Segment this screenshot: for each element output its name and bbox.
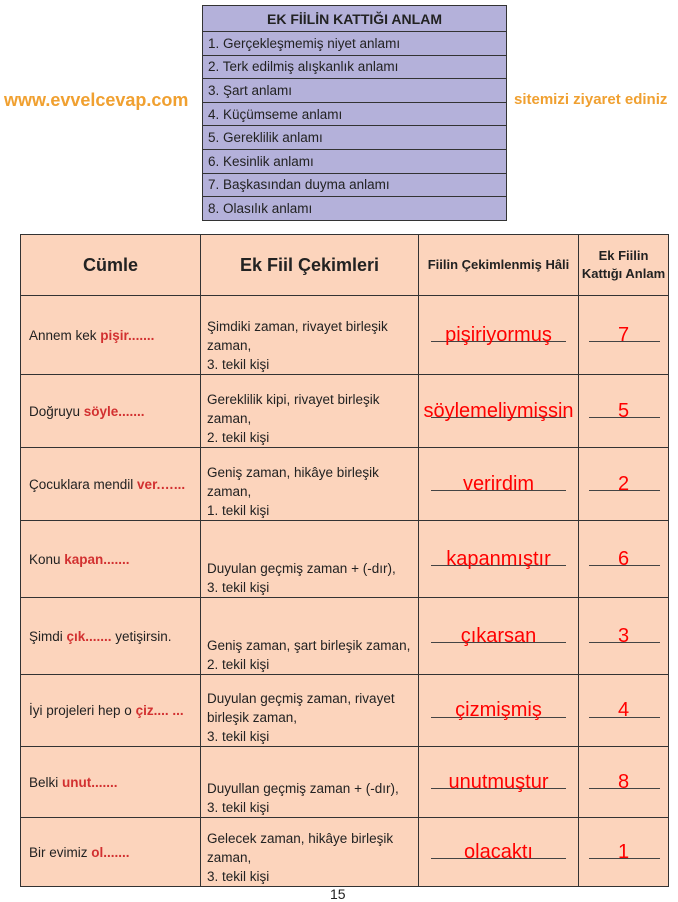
conjugation-line: Geniş zaman, hikâye birleşik — [207, 465, 379, 480]
watermark-sub: sitemizi ziyaret ediniz — [514, 91, 668, 108]
table-row — [21, 521, 669, 598]
conjugation-line: 3. tekil kişi — [207, 869, 270, 884]
answer-field[interactable] — [419, 598, 579, 675]
sentence-cell — [21, 296, 201, 375]
conjugation-line: 2. tekil kişi — [207, 657, 270, 672]
watermark-main: www.evvelcevap.com — [4, 90, 189, 110]
conjugation-cell — [201, 747, 419, 818]
answer-text: çıkarsan — [460, 624, 537, 647]
table-row — [21, 675, 669, 747]
sentence-text: Belki — [29, 774, 63, 790]
page-number: 15 — [330, 886, 346, 902]
legend-item: 3. Şart anlamı — [203, 79, 507, 103]
conjugation-line: zaman, — [207, 338, 252, 353]
meaning-field[interactable] — [579, 521, 669, 598]
sentence-text: İyi projeleri hep o — [29, 703, 136, 718]
answer-text: söylemeliymişsin — [423, 399, 574, 422]
conjugation-line: 3. tekil kişi — [207, 800, 270, 815]
answer-field[interactable] — [419, 448, 579, 521]
answer-text: kapanmıştır — [446, 547, 551, 570]
conjugation-cell — [201, 375, 419, 448]
sentence-text: Bir evimiz — [29, 844, 92, 860]
sentence-cell — [21, 375, 201, 448]
sentence-cell — [21, 598, 201, 675]
answer-text: olacaktı — [464, 840, 533, 863]
table-row — [21, 296, 669, 375]
sentence-verb: çiz.... ... — [135, 703, 184, 718]
conjugation-line: Gelecek zaman, hikâye birleşik — [207, 831, 394, 846]
sentence-text: Doğruyu — [29, 403, 84, 419]
answer-field[interactable] — [419, 375, 579, 448]
header-meaning: Ek Fiilin Kattığı Anlam — [579, 235, 669, 296]
meaning-field[interactable] — [579, 448, 669, 521]
conjugation-line: 3. tekil kişi — [207, 729, 270, 744]
table-row — [21, 448, 669, 521]
legend-item: 8. Olasılık anlamı — [203, 197, 507, 221]
conjugation-line: Duyulan geçmiş zaman + (-dır), — [207, 561, 396, 576]
sentence-cell — [21, 448, 201, 521]
conjugation-line: Şimdiki zaman, rivayet birleşik — [207, 319, 388, 334]
table-row — [21, 818, 669, 887]
meaning-number: 7 — [617, 323, 630, 346]
answer-field[interactable] — [419, 521, 579, 598]
sentence-verb: söyle....... — [83, 403, 145, 419]
sentence-verb: pişir....... — [100, 327, 155, 343]
sentence-cell — [21, 675, 201, 747]
sentence-verb: ol....... — [91, 844, 130, 860]
conjugation-line: Geniş zaman, şart birleşik zaman, — [207, 638, 411, 653]
sentence-cell — [21, 521, 201, 598]
exercise-table — [20, 234, 669, 887]
meaning-field[interactable] — [579, 598, 669, 675]
meaning-field[interactable] — [579, 296, 669, 375]
legend-title: EK FİİLİN KATTIĞI ANLAM — [203, 6, 507, 32]
meaning-number: 5 — [617, 399, 630, 422]
conjugation-line: 3. tekil kişi — [207, 580, 270, 595]
conjugation-line: 1. tekil kişi — [207, 503, 270, 518]
meaning-field[interactable] — [579, 818, 669, 887]
conjugation-line: Duyulan geçmiş zaman, rivayet — [207, 691, 395, 706]
conjugation-cell — [201, 675, 419, 747]
conjugation-line: birleşik zaman, — [207, 710, 298, 725]
header-conjugated-form: Fiilin Çekimlenmiş Hâli — [419, 235, 579, 296]
answer-text: pişiriyormuş — [445, 323, 552, 346]
sentence-cell — [21, 747, 201, 818]
conjugation-line: Duyullan geçmiş zaman + (-dır), — [207, 781, 399, 796]
answer-field[interactable] — [419, 747, 579, 818]
meaning-field[interactable] — [579, 675, 669, 747]
answer-field[interactable] — [419, 296, 579, 375]
meaning-field[interactable] — [579, 375, 669, 448]
sentence-verb: ver.…... — [137, 476, 186, 492]
answer-field[interactable] — [419, 818, 579, 887]
meaning-number: 4 — [617, 699, 630, 721]
answer-text: unutmuştur — [448, 770, 549, 793]
answer-text: çizmişmiş — [455, 699, 542, 721]
table-row — [21, 598, 669, 675]
meaning-field[interactable] — [579, 747, 669, 818]
conjugation-line: 3. tekil kişi — [207, 357, 270, 372]
sentence-text: Konu — [29, 551, 65, 567]
conjugation-cell — [201, 818, 419, 887]
meaning-number: 8 — [617, 770, 630, 793]
sentence-verb: unut....... — [62, 774, 118, 790]
answer-field[interactable] — [419, 675, 579, 747]
conjugation-line: Gereklilik kipi, rivayet birleşik — [207, 392, 380, 407]
legend-item: 6. Kesinlik anlamı — [203, 149, 507, 173]
table-row — [21, 375, 669, 448]
legend-item: 7. Başkasından duyma anlamı — [203, 173, 507, 197]
legend-item: 2. Terk edilmiş alışkanlık anlamı — [203, 55, 507, 79]
header-sentence: Cümle — [21, 235, 201, 296]
conjugation-line: zaman, — [207, 411, 252, 426]
header-conjugation: Ek Fiil Çekimleri — [201, 235, 419, 296]
table-row — [21, 747, 669, 818]
sentence-verb: kapan....... — [64, 551, 130, 567]
sentence-text: yetişirsin. — [111, 628, 172, 644]
conjugation-cell — [201, 296, 419, 375]
answer-text: verirdim — [462, 472, 535, 495]
conjugation-line: zaman, — [207, 850, 252, 865]
conjugation-cell — [201, 521, 419, 598]
legend-item: 1. Gerçekleşmemiş niyet anlamı — [203, 32, 507, 56]
meaning-number: 1 — [617, 840, 630, 863]
conjugation-cell — [201, 448, 419, 521]
legend-item: 4. Küçümseme anlamı — [203, 102, 507, 126]
sentence-verb: çık....... — [66, 628, 112, 644]
meaning-number: 2 — [617, 472, 630, 495]
sentence-cell — [21, 818, 201, 887]
sentence-text: Şimdi — [29, 628, 67, 644]
conjugation-line: 2. tekil kişi — [207, 430, 270, 445]
conjugation-line: zaman, — [207, 484, 252, 499]
meaning-legend-table — [202, 5, 507, 221]
sentence-text: Çocuklara mendil — [29, 476, 138, 492]
sentence-text: Annem kek — [29, 327, 101, 343]
meaning-number: 3 — [617, 624, 630, 647]
legend-item: 5. Gereklilik anlamı — [203, 126, 507, 150]
conjugation-cell — [201, 598, 419, 675]
meaning-number: 6 — [617, 547, 630, 570]
